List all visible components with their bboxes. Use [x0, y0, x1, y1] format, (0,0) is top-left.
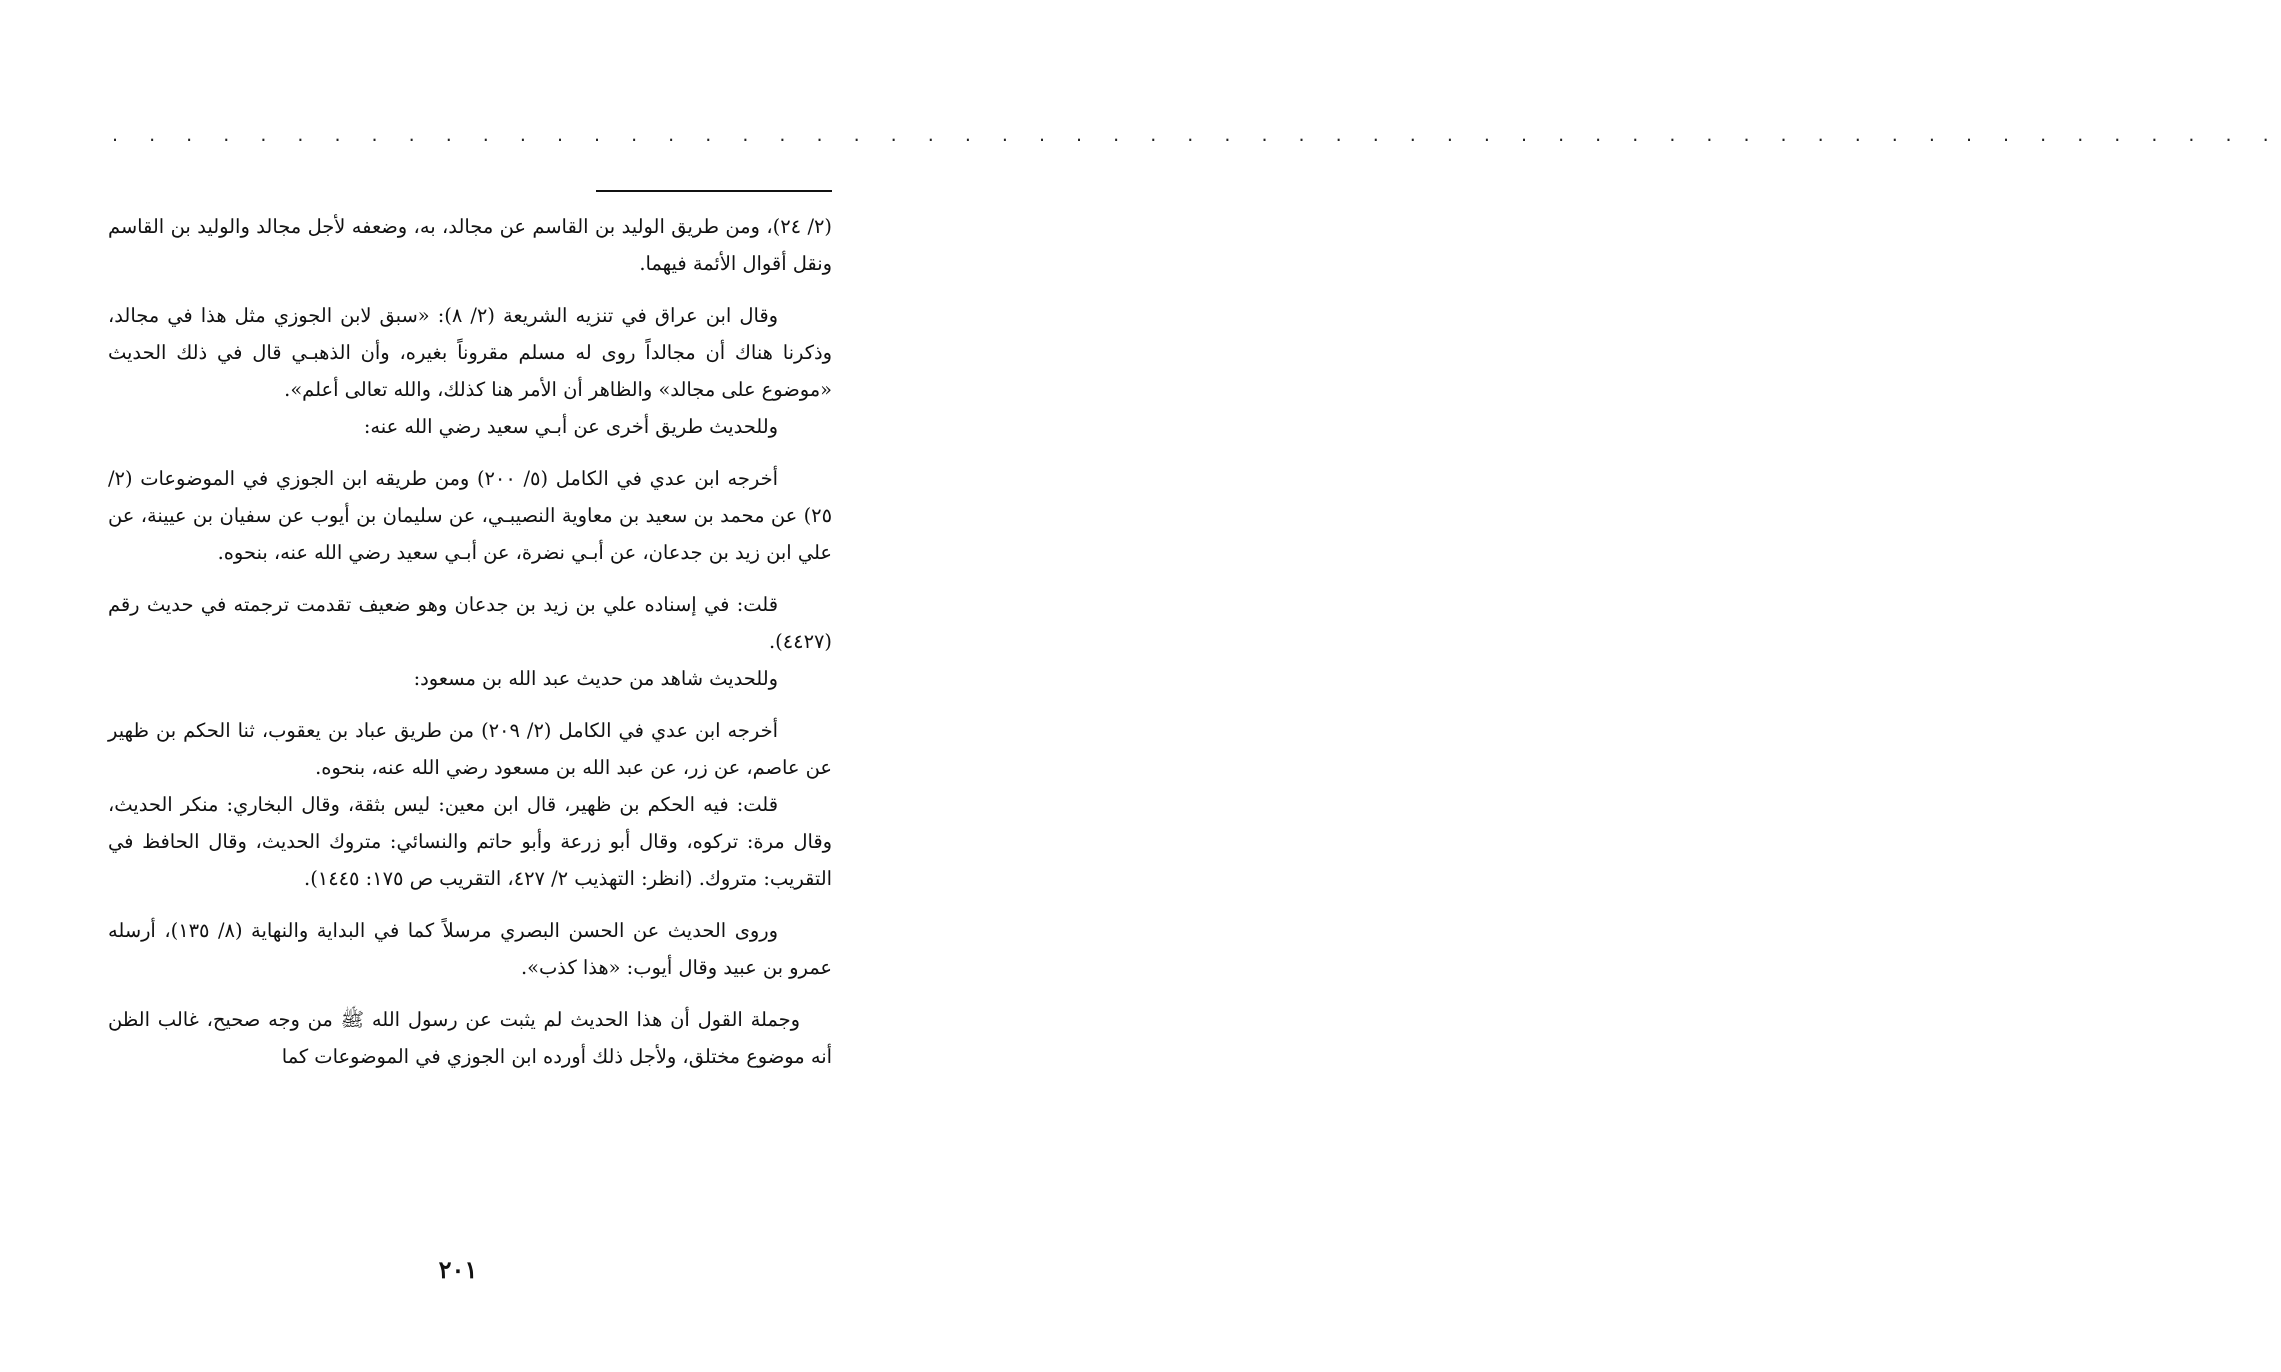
paragraph: وللحديث شاهد من حديث عبد الله بن مسعود: — [413, 667, 778, 690]
paragraph: أخرجه ابن عدي في الكامل (٥/ ٢٠٠) ومن طريقه ابن الجوزي في الموضوعات (٢/ ٢٥) عن محمد بن سعيد بن معاوية النصيبـي، عن سليمان بن أيوب عن سفيان بن عيينة، عن علي ابن زيد بن جدعان، عن أبـي نضرة، عن أبـي سعيد رضي الله عنه، بنحوه. — [108, 467, 832, 564]
paragraph: وجملة القول أن هذا الحديث لم يثبت عن رسول الله ﷺ من وجه صحيح، غالب الظن أنه موضوع مختلق، ولأجل ذلك أورده ابن الجوزي في الموضوعات كما — [108, 1008, 832, 1068]
paragraph: أخرجه ابن عدي في الكامل (٢/ ٢٠٩) من طريق عباد بن يعقوب، ثنا الحكم بن ظهير عن عاصم، عن زر، عن عبد الله بن مسعود رضي الله عنه، بنحوه. — [108, 719, 832, 779]
paragraph: قلت: في إسناده علي بن زيد بن جدعان وهو ضعيف تقدمت ترجمته في حديث رقم (٤٤٢٧). — [108, 593, 832, 653]
footnote-rule — [596, 190, 832, 192]
paragraph: وللحديث طريق أخرى عن أبـي سعيد رضي الله عنه: — [363, 415, 778, 438]
paragraph: وروى الحديث عن الحسن البصري مرسلاً كما في البداية والنهاية (٨/ ١٣٥)، أرسله عمرو بن عبيد وقال أيوب: «هذا كذب». — [108, 919, 832, 979]
page-body — [108, 208, 832, 1075]
page-number: ٢٠١ — [438, 1255, 478, 1284]
separator-dots: . . . . . . . . . . . . . . . . . . . . . . . . . . . . . . . . . . . . . . . . . . . . . . . . . . . . . . . . . . . — [112, 124, 2281, 146]
paragraph: وقال ابن عراق في تنزيه الشريعة (٢/ ٨): «سبق لابن الجوزي مثل هذا في مجالد، وذكرنا هناك أن مجالداً روى له مسلم مقروناً بغيره، وأن الذهبـي قال في ذلك الحديث «موضوع على مجالد» والظاهر أن الأمر هنا كذلك، والله تعالى أعلم». — [108, 304, 832, 401]
paragraph: قلت: فيه الحكم بن ظهير، قال ابن معين: ليس بثقة، وقال البخاري: منكر الحديث، وقال مرة: تركوه، وقال أبو زرعة وأبو حاتم والنسائي: متروك الحديث، وقال الحافظ في التقريب: متروك. (انظر: التهذيب ٢/ ٤٢٧، التقريب ص ١٧٥: ١٤٤٥). — [108, 793, 832, 890]
paragraph: (٢/ ٢٤)، ومن طريق الوليد بن القاسم عن مجالد، به، وضعفه لأجل مجالد والوليد بن القاسم ونقل أقوال الأئمة فيهما. — [108, 215, 832, 275]
